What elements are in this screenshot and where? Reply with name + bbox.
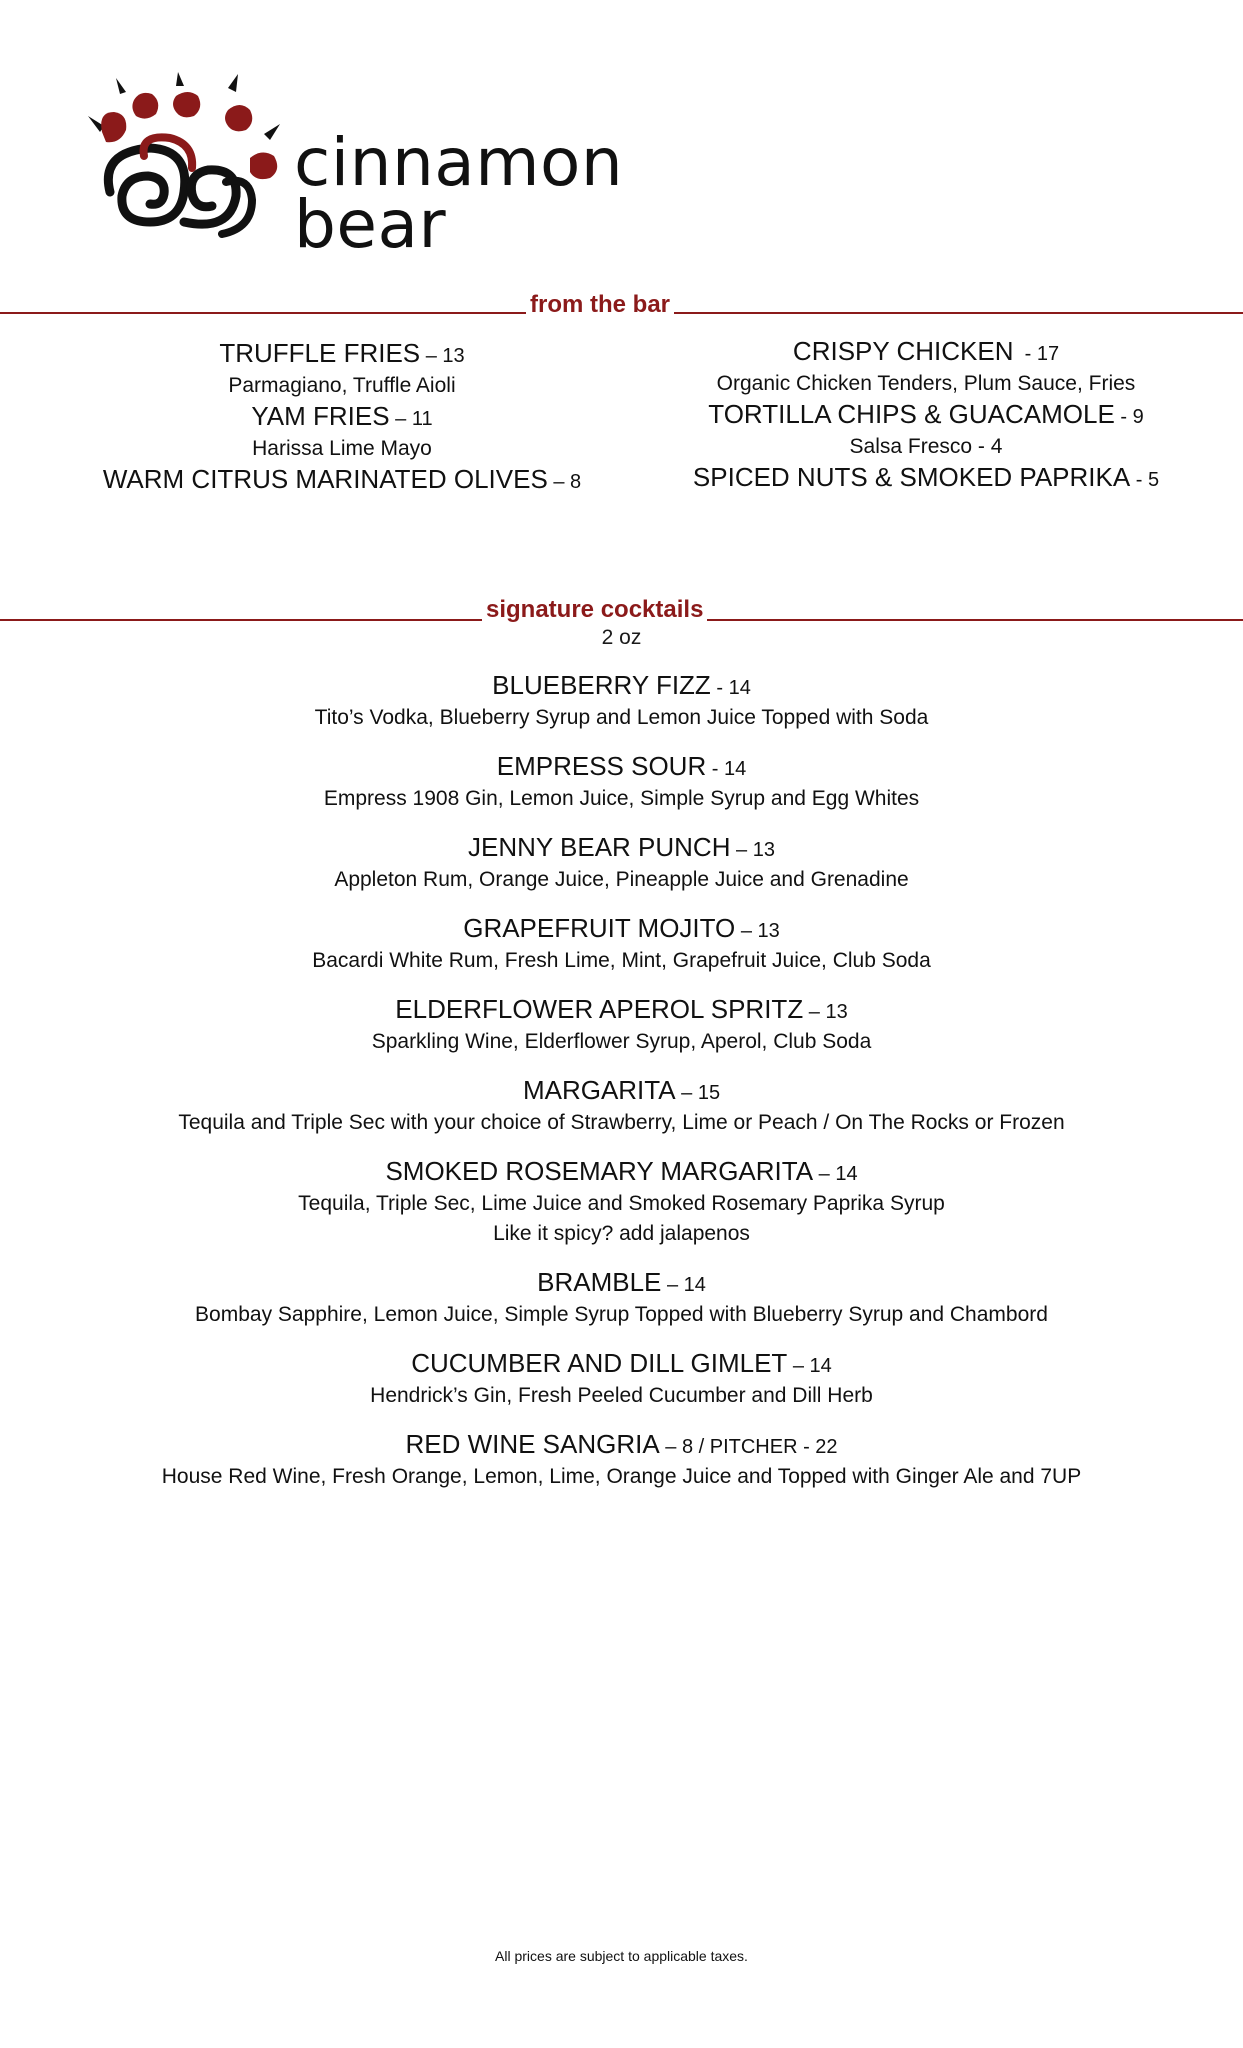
brand-line-2: bear: [294, 186, 447, 263]
brand-line-1: cinnamon: [294, 124, 624, 201]
item-description: Salsa Fresco - 4: [849, 435, 1003, 458]
cocktail-name: BRAMBLE: [537, 1267, 662, 1297]
cocktail-name: ELDERFLOWER APEROL SPRITZ: [395, 994, 804, 1024]
item-price: - 9: [1114, 406, 1144, 428]
item-name: TORTILLA CHIPS & GUACAMOLE: [708, 399, 1115, 429]
item-price: - 17: [1013, 343, 1060, 365]
cocktail-name: EMPRESS SOUR: [496, 751, 707, 781]
cocktail-price: – 13: [735, 920, 780, 942]
cocktail-name: MARGARITA: [522, 1075, 676, 1105]
cocktail-price: – 13: [803, 1001, 848, 1023]
cocktail-item: [0, 670, 1243, 733]
cocktail-item: [0, 1267, 1243, 1330]
logo: [80, 72, 624, 263]
cocktail-item: [0, 1348, 1243, 1411]
cocktail-description: Appleton Rum, Orange Juice, Pineapple Juice and Grenadine: [334, 868, 909, 891]
cocktail-description: Bacardi White Rum, Fresh Lime, Mint, Grapefruit Juice, Club Soda: [312, 949, 931, 972]
cocktail-item: [0, 1429, 1243, 1492]
menu-item: [62, 464, 622, 497]
cocktail-price: – 14: [787, 1355, 832, 1377]
cocktail-item: [0, 913, 1243, 976]
cocktail-name: CUCUMBER AND DILL GIMLET: [411, 1348, 788, 1378]
cocktail-description: Tequila and Triple Sec with your choice of Strawberry, Lime or Peach / On The Rocks or Frozen: [178, 1111, 1065, 1134]
item-name: SPICED NUTS & SMOKED PAPRIKA: [692, 462, 1131, 492]
item-description: Harissa Lime Mayo: [252, 437, 432, 460]
cocktail-price: - 14: [706, 758, 747, 780]
item-name: TRUFFLE FRIES: [219, 338, 421, 368]
section-title-cocktails: signature cocktails: [482, 597, 707, 623]
cocktail-item: [0, 994, 1243, 1057]
item-description: Parmagiano, Truffle Aioli: [228, 374, 456, 397]
menu-item: [646, 462, 1206, 495]
menu-item: [62, 401, 622, 464]
brand-name: [294, 124, 624, 263]
item-price: – 11: [389, 408, 433, 430]
cocktail-description: House Red Wine, Fresh Orange, Lemon, Lime, Orange Juice and Topped with Ginger Ale and 7UP: [161, 1465, 1082, 1488]
item-name: CRISPY CHICKEN: [792, 336, 1014, 366]
cocktail-name: GRAPEFRUIT MOJITO: [463, 913, 736, 943]
bar-menu-left: [62, 338, 622, 497]
cocktail-name: BLUEBERRY FIZZ: [492, 670, 711, 700]
cocktail-price: – 8 / PITCHER - 22: [659, 1436, 838, 1458]
cocktail-item: [0, 1075, 1243, 1138]
bar-menu-right: [646, 336, 1206, 495]
cocktail-description: Hendrick’s Gin, Fresh Peeled Cucumber and Dill Herb: [370, 1384, 873, 1407]
cocktail-price: – 14: [661, 1274, 706, 1296]
cocktail-item: [0, 832, 1243, 895]
cocktail-item: [0, 751, 1243, 814]
cocktail-name: RED WINE SANGRIA: [405, 1429, 660, 1459]
cocktail-note: Like it spicy? add jalapenos: [493, 1222, 750, 1245]
menu-item: [646, 399, 1206, 462]
cocktail-description: Empress 1908 Gin, Lemon Juice, Simple Syrup and Egg Whites: [323, 787, 920, 810]
item-price: - 5: [1130, 469, 1160, 491]
item-price: – 13: [420, 345, 465, 367]
cocktail-description: Tito’s Vodka, Blueberry Syrup and Lemon Juice Topped with Soda: [314, 706, 929, 729]
cocktail-description: Tequila, Triple Sec, Lime Juice and Smoked Rosemary Paprika Syrup: [298, 1192, 945, 1215]
item-description: Organic Chicken Tenders, Plum Sauce, Fries: [716, 372, 1136, 395]
cocktail-price: – 14: [813, 1163, 858, 1185]
cocktail-description: Sparkling Wine, Elderflower Syrup, Aperol, Club Soda: [371, 1030, 872, 1053]
cocktail-item: [0, 1156, 1243, 1249]
tax-footnote: All prices are subject to applicable taxes.: [495, 1948, 748, 1964]
cocktail-price: – 15: [675, 1082, 721, 1104]
item-price: – 8: [547, 471, 582, 493]
cocktail-price: – 13: [730, 839, 775, 861]
cocktail-list: [0, 624, 1243, 1492]
menu-item: [646, 336, 1206, 399]
cocktail-description: Bombay Sapphire, Lemon Juice, Simple Syrup Topped with Blueberry Syrup and Chambord: [195, 1303, 1048, 1326]
item-name: YAM FRIES: [251, 401, 390, 431]
menu-item: [62, 338, 622, 401]
item-name: WARM CITRUS MARINATED OLIVES: [102, 464, 548, 494]
cocktail-name: JENNY BEAR PUNCH: [468, 832, 731, 862]
cocktail-price: - 14: [710, 677, 751, 699]
cocktail-name: SMOKED ROSEMARY MARGARITA: [385, 1156, 814, 1186]
bear-paw-icon: [80, 72, 290, 252]
serving-size: 2 oz: [601, 626, 642, 649]
section-title-bar: from the bar: [526, 292, 674, 318]
